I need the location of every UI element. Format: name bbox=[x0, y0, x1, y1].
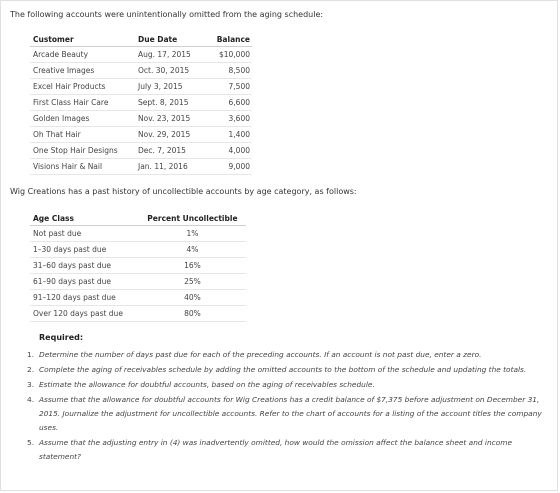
balance-cell: 4,000 bbox=[212, 143, 252, 159]
column-header-percent-uncollectible: Percent Uncollectible bbox=[138, 211, 246, 226]
customer-cell: Oh That Hair bbox=[30, 127, 135, 143]
requirement-text: Complete the aging of receivables schedule by adding the omitted accounts to the bottom of the schedule and updating the totals. bbox=[39, 365, 527, 374]
due-date-cell: Nov. 29, 2015 bbox=[135, 127, 212, 143]
age-class-cell: Not past due bbox=[30, 226, 138, 242]
table-row bbox=[30, 79, 252, 95]
customer-cell: First Class Hair Care bbox=[30, 95, 135, 111]
due-date-cell: Nov. 23, 2015 bbox=[135, 111, 212, 127]
percent-cell: 4% bbox=[138, 242, 246, 258]
balance-cell: 6,600 bbox=[212, 95, 252, 111]
table-header-row bbox=[30, 211, 246, 226]
column-header-due-date: Due Date bbox=[135, 32, 212, 47]
column-header-balance: Balance bbox=[212, 32, 252, 47]
age-class-cell: 31–60 days past due bbox=[30, 258, 138, 274]
balance-cell: 7,500 bbox=[212, 79, 252, 95]
required-heading: Required: bbox=[39, 333, 84, 342]
requirement-item bbox=[27, 363, 547, 377]
requirement-item bbox=[27, 393, 547, 435]
requirement-number: 4. bbox=[27, 395, 35, 404]
table-row bbox=[30, 258, 246, 274]
table-row bbox=[30, 226, 246, 242]
requirement-number: 3. bbox=[27, 380, 35, 389]
percent-cell: 16% bbox=[138, 258, 246, 274]
table-row bbox=[30, 290, 246, 306]
requirement-text: Assume that the adjusting entry in (4) was inadvertently omitted, how would the omission affect the balance sheet and income statement? bbox=[39, 438, 513, 461]
due-date-cell: Jan. 11, 2016 bbox=[135, 159, 212, 175]
requirement-number: 1. bbox=[27, 350, 35, 359]
customer-cell: Golden Images bbox=[30, 111, 135, 127]
table-row bbox=[30, 111, 252, 127]
table-row bbox=[30, 127, 252, 143]
intro-text: The following accounts were unintentionally omitted from the aging schedule: bbox=[10, 10, 324, 19]
customer-cell: Creative Images bbox=[30, 63, 135, 79]
column-header-customer: Customer bbox=[30, 32, 135, 47]
requirement-text: Determine the number of days past due for each of the preceding accounts. If an account is not past due, enter a zero. bbox=[39, 350, 482, 359]
table-row bbox=[30, 143, 252, 159]
history-intro-text: Wig Creations has a past history of uncollectible accounts by age category, as follows: bbox=[10, 187, 357, 196]
requirement-number: 5. bbox=[27, 438, 35, 447]
age-class-cell: 91–120 days past due bbox=[30, 290, 138, 306]
table-row bbox=[30, 274, 246, 290]
omitted-accounts-table bbox=[30, 32, 252, 175]
requirement-text: Assume that the allowance for doubtful accounts for Wig Creations has a credit balance of $7,375 before adjustment on December 31, 2015. Journalize the adjustment for uncollectible accounts. Refer to the chart of accounts for a listing of the account titles the company uses. bbox=[39, 395, 542, 432]
customer-cell: Arcade Beauty bbox=[30, 47, 135, 63]
table-row bbox=[30, 63, 252, 79]
table-header-row bbox=[30, 32, 252, 47]
due-date-cell: Sept. 8, 2015 bbox=[135, 95, 212, 111]
requirement-item bbox=[27, 378, 547, 392]
table-row bbox=[30, 159, 252, 175]
requirement-number: 2. bbox=[27, 365, 35, 374]
balance-cell: 1,400 bbox=[212, 127, 252, 143]
age-class-cell: 61–90 days past due bbox=[30, 274, 138, 290]
due-date-cell: July 3, 2015 bbox=[135, 79, 212, 95]
requirement-item bbox=[27, 436, 547, 464]
age-class-cell: 1–30 days past due bbox=[30, 242, 138, 258]
table-row bbox=[30, 47, 252, 63]
due-date-cell: Dec. 7, 2015 bbox=[135, 143, 212, 159]
table-row bbox=[30, 306, 246, 322]
customer-cell: Visions Hair & Nail bbox=[30, 159, 135, 175]
uncollectible-history-table bbox=[30, 211, 246, 322]
percent-cell: 25% bbox=[138, 274, 246, 290]
percent-cell: 40% bbox=[138, 290, 246, 306]
customer-cell: One Stop Hair Designs bbox=[30, 143, 135, 159]
balance-cell: 9,000 bbox=[212, 159, 252, 175]
due-date-cell: Oct. 30, 2015 bbox=[135, 63, 212, 79]
percent-cell: 1% bbox=[138, 226, 246, 242]
customer-cell: Excel Hair Products bbox=[30, 79, 135, 95]
balance-cell: 8,500 bbox=[212, 63, 252, 79]
percent-cell: 80% bbox=[138, 306, 246, 322]
table-row bbox=[30, 95, 252, 111]
due-date-cell: Aug. 17, 2015 bbox=[135, 47, 212, 63]
age-class-cell: Over 120 days past due bbox=[30, 306, 138, 322]
balance-cell: 3,600 bbox=[212, 111, 252, 127]
balance-cell: $10,000 bbox=[212, 47, 252, 63]
column-header-age-class: Age Class bbox=[30, 211, 138, 226]
requirement-item bbox=[27, 348, 547, 362]
table-row bbox=[30, 242, 246, 258]
requirements-list bbox=[27, 348, 547, 465]
requirement-text: Estimate the allowance for doubtful accounts, based on the aging of receivables schedule. bbox=[39, 380, 375, 389]
